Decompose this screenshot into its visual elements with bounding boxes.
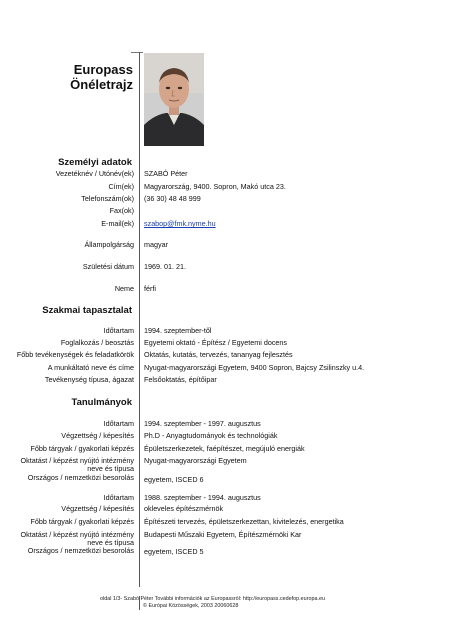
label-gender: Neme: [114, 284, 134, 293]
section-education-title: Tanulmányok: [71, 397, 132, 408]
value-phone: (36 30) 48 48 999: [144, 194, 201, 203]
label-edu1-period: Időtartam: [103, 419, 134, 428]
column-divider: [139, 52, 140, 587]
label-exp-employer: A munkáltató neve és címe: [47, 363, 134, 372]
value-exp-activities: Oktatás, kutatás, tervezés, tananyag fejlesztés: [144, 350, 293, 359]
value-exp-period: 1994. szeptember-től: [144, 326, 212, 335]
value-address: Magyarország, 9400. Sopron, Makó utca 23.: [144, 182, 286, 191]
footer-line-2: © Európai Közösségek, 2003 20060628: [143, 603, 239, 609]
label-phone: Telefonszám(ok): [81, 194, 134, 203]
value-edu2-period: 1988. szeptember - 1994. augusztus: [144, 493, 261, 502]
document-title: [70, 62, 133, 92]
label-edu1-level: Országos / nemzetközi besorolás: [27, 473, 134, 482]
label-nationality: Állampolgárság: [84, 240, 134, 249]
value-edu1-degree: Ph.D - Anyagtudományok és technológiák: [144, 431, 278, 440]
label-exp-activities: Főbb tevékenységek és feladatkörök: [16, 350, 134, 359]
value-exp-position: Egyetemi oktató - Építész / Egyetemi docens: [144, 338, 288, 347]
logo-line: [131, 52, 143, 53]
label-edu2-period: Időtartam: [103, 493, 134, 502]
title-line-2: Önéletrajz: [70, 77, 133, 92]
label-edu1-institution: Oktatást / képzést nyújtó intézmény: [20, 456, 134, 465]
value-exp-employer: Nyugat-magyarországi Egyetem, 9400 Sopron, Bajcsy Zsilinszky u.4.: [144, 363, 365, 372]
portrait-image: [144, 53, 204, 146]
label-fax: Fax(ok): [109, 206, 134, 215]
value-edu1-institution: Nyugat-magyarországi Egyetem: [144, 456, 247, 465]
profile-photo: [144, 53, 204, 146]
label-address: Cím(ek): [108, 182, 134, 191]
label-exp-position: Foglalkozás / beosztás: [60, 338, 134, 347]
label-edu1-subjects: Főbb tárgyak / gyakorlati képzés: [30, 444, 134, 453]
section-personal-title: Személyi adatok: [58, 157, 132, 168]
label-name: Vezetéknév / Utónév(ek): [55, 169, 134, 178]
value-edu1-subjects: Épületszerkezetek, faépítészet, megújuló energiák: [144, 444, 305, 453]
value-edu2-degree: okleveles építészmérnök: [144, 504, 224, 513]
label-edu1-institution-2: neve és típusa: [87, 464, 134, 473]
value-name: SZABÓ Péter: [144, 169, 188, 178]
value-edu2-level: egyetem, ISCED 5: [144, 547, 204, 556]
label-edu2-institution-2: neve és típusa: [87, 538, 134, 547]
section-experience-title: Szakmai tapasztalat: [42, 305, 132, 316]
label-birthdate: Születési dátum: [82, 262, 134, 271]
value-gender: férfi: [144, 284, 156, 293]
title-line-1: Europass: [73, 62, 133, 77]
label-edu2-institution: Oktatást / képzést nyújtó intézmény: [20, 530, 134, 539]
value-nationality: magyar: [144, 240, 168, 249]
value-edu2-subjects: Építészeti tervezés, épületszerkezettan, kivitelezés, energetika: [144, 517, 344, 526]
label-edu1-degree: Végzettség / képesítés: [61, 431, 134, 440]
value-exp-sector: Felsőoktatás, építőipar: [144, 375, 217, 384]
footer-line-1: oldal 1/3- Szabó Péter További információk az Europassról: http://europass.cedefop.europa.eu: [100, 596, 325, 602]
label-edu2-level: Országos / nemzetközi besorolás: [27, 546, 134, 555]
value-edu2-institution: Budapesti Műszaki Egyetem, Építészmérnöki Kar: [144, 530, 302, 539]
value-birthdate: 1969. 01. 21.: [144, 262, 186, 271]
label-exp-sector: Tevékenység típusa, ágazat: [44, 375, 134, 384]
label-exp-period: Időtartam: [103, 326, 134, 335]
label-edu2-subjects: Főbb tárgyak / gyakorlati képzés: [30, 517, 134, 526]
label-edu2-degree: Végzettség / képesítés: [61, 504, 134, 513]
label-email: E-mail(ek): [101, 219, 134, 228]
email-link[interactable]: szabop@fmk.nyme.hu: [144, 219, 216, 228]
value-edu1-level: egyetem, ISCED 6: [144, 475, 204, 484]
value-edu1-period: 1994. szeptember - 1997. augusztus: [144, 419, 261, 428]
